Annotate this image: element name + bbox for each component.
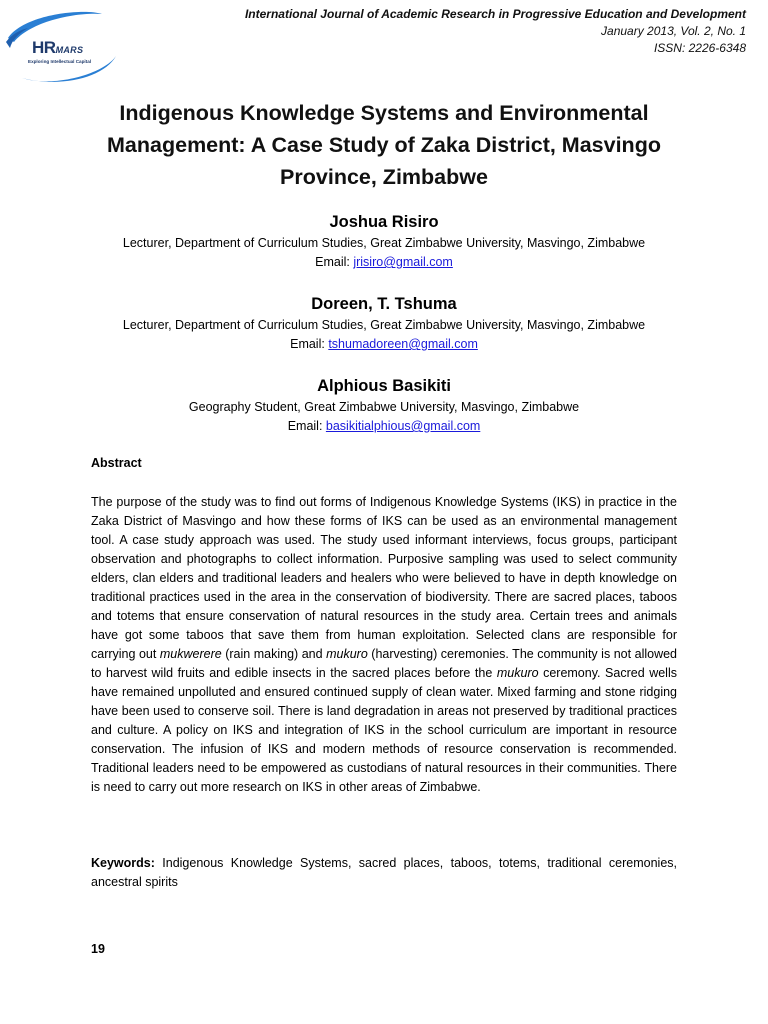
- hrmars-logo: [4, 8, 122, 86]
- email-label: Email:: [315, 255, 354, 269]
- author-affiliation: Lecturer, Department of Curriculum Studies, Great Zimbabwe University, Masvingo, Zimbabwe: [122, 318, 646, 332]
- abstract-body: [91, 493, 677, 797]
- keywords-text: Indigenous Knowledge Systems, sacred places, taboos, totems, traditional ceremonies, ancestral spirits: [91, 856, 677, 889]
- journal-issn: ISSN: 2226-6348: [653, 41, 746, 55]
- journal-header: [245, 6, 746, 57]
- abstract-term: mukuro: [326, 647, 368, 661]
- email-label: Email:: [287, 419, 326, 433]
- author-email-link[interactable]: jrisiro@gmail.com: [353, 255, 453, 269]
- author-affiliation: Geography Student, Great Zimbabwe University, Masvingo, Zimbabwe: [188, 400, 580, 414]
- abstract-heading: Abstract: [91, 456, 142, 470]
- logo-wordmark: [32, 38, 83, 58]
- abstract-text: (harvesting) ceremonies. The community is not allowed to harvest wild fruits and edible insects in the sacred places before the: [91, 647, 678, 680]
- abstract-term: mukuro: [496, 666, 539, 680]
- journal-issue: January 2013, Vol. 2, No. 1: [601, 24, 746, 38]
- author-block: [0, 374, 768, 436]
- author-email-line: [0, 335, 768, 354]
- author-affiliation: Lecturer, Department of Curriculum Studies, Great Zimbabwe University, Masvingo, Zimbabwe: [122, 236, 646, 250]
- author-email-link[interactable]: tshumadoreen@gmail.com: [328, 337, 478, 351]
- abstract-text: ceremony. Sacred wells have remained unpolluted and ensured continued supply of clean water. Mixed farming and stone ridging have been used to conserve soil. There is land degradation in areas not preserved by traditional practices and culture. A policy on IKS and integration of IKS in the school curriculum are important in resource conservation. The infusion of IKS and modern methods of resource conservation is recommended. Traditional leaders need to be empowered as custodians of natural resources in their communities. There is need to carry out more research on IKS in other areas of Zimbabwe.: [91, 666, 677, 794]
- keywords-label: Keywords:: [91, 856, 155, 870]
- logo-brand-suffix: MARS: [55, 45, 84, 55]
- author-name: Doreen, T. Tshuma: [311, 295, 457, 313]
- page-number: 19: [91, 942, 105, 956]
- logo-tagline: Exploring Intellectual Capital: [28, 59, 92, 64]
- journal-name: International Journal of Academic Research in Progressive Education and Development: [244, 7, 746, 21]
- keywords: [91, 854, 677, 892]
- author-block: [0, 210, 768, 272]
- abstract-term: mukwerere: [159, 647, 222, 661]
- abstract-text: (rain making) and: [221, 647, 327, 661]
- author-block: [0, 292, 768, 354]
- paper-title: Indigenous Knowledge Systems and Environmental Management: A Case Study of Zaka District, Masvingo Province, Zimbabwe: [107, 101, 661, 189]
- author-name: Joshua Risiro: [329, 213, 439, 231]
- abstract-text: The purpose of the study was to find out forms of Indigenous Knowledge Systems (IKS) in practice in the Zaka District of Masvingo and how these forms of IKS can be used as an environmental management tool. A case study approach was used. The study used informant interviews, focus groups, participant observation and photographs to collect information. Purposive sampling was used to select community elders, clan elders and traditional leaders and healers who were believed to have in depth knowledge on traditional practices used in the area in the conservation of biodiversity. There are sacred places, taboos and totems that ensure conservation of natural resources in the study area. Certain trees and animals have got some taboos that save them from human exploitation. Selected clans are responsible for carrying out: [91, 495, 677, 661]
- logo-brand-main: HR: [32, 38, 56, 57]
- author-name: Alphious Basikiti: [317, 377, 451, 395]
- author-email-link[interactable]: basikitialphious@gmail.com: [325, 419, 481, 433]
- author-email-line: [0, 253, 768, 272]
- email-label: Email:: [290, 337, 329, 351]
- author-email-line: [0, 417, 768, 436]
